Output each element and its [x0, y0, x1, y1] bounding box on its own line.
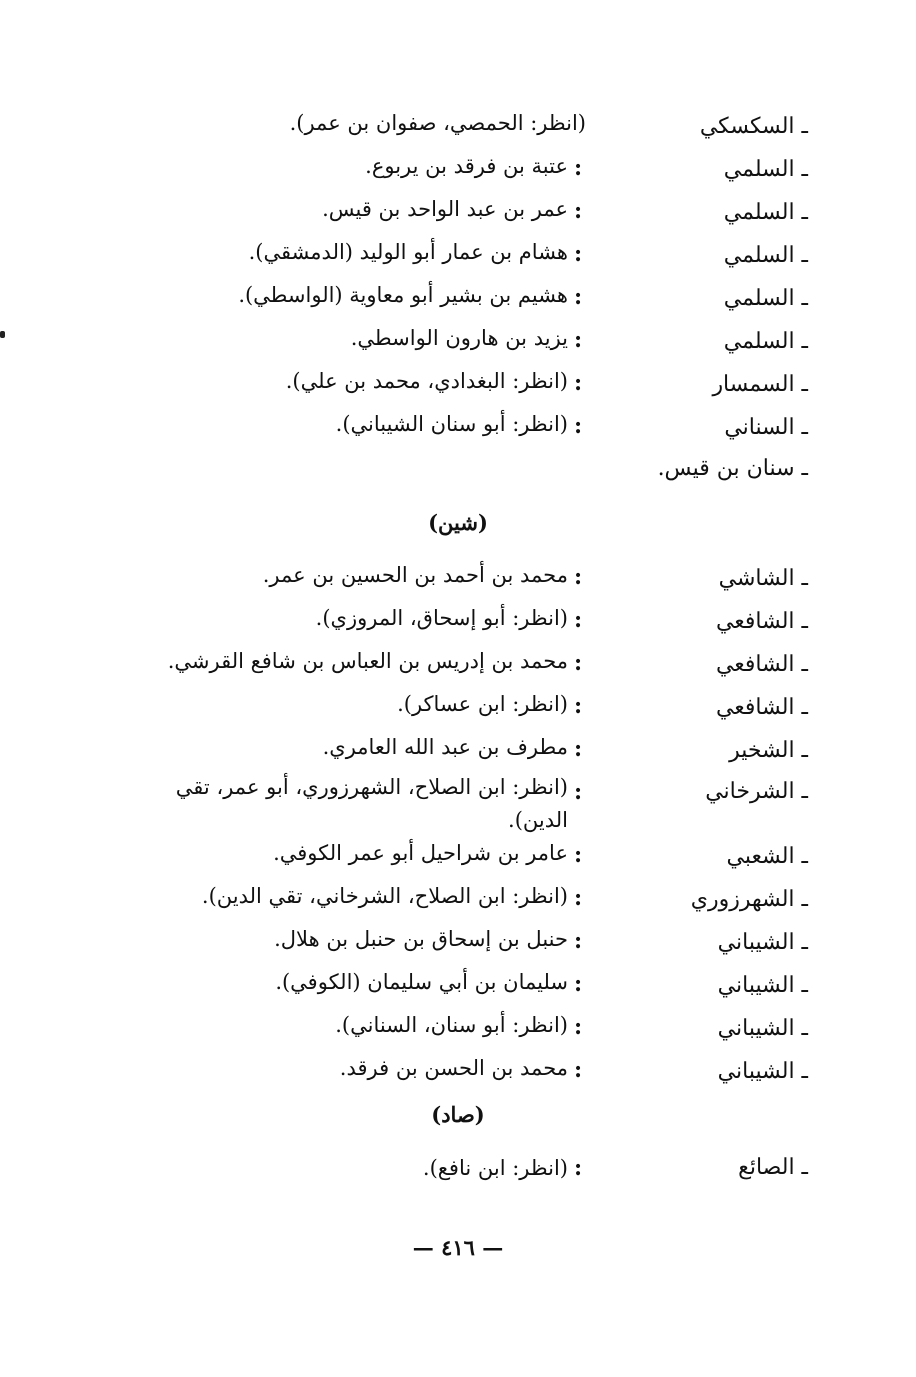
entry-value: (انظر: الحمصي، صفوان بن عمر).: [289, 111, 586, 135]
entry-separator: :: [574, 155, 583, 181]
entry-separator: :: [574, 241, 583, 267]
index-entry: [0, 198, 916, 238]
entry-separator: :: [574, 1014, 583, 1040]
entry-value: (انظر: ابن الصلاح، الشرخاني، تقي الدين).: [201, 884, 568, 908]
entry-term: ـ الشرخاني: [705, 779, 808, 804]
section-heading: (شين): [428, 510, 488, 535]
entry-term: ـ الشعبي: [726, 844, 808, 869]
index-entry: [0, 370, 916, 410]
entry-value: (انظر: أبو إسحاق، المروزي).: [315, 606, 568, 630]
index-entry: [0, 736, 916, 776]
entry-term: ـ السكسكي: [699, 114, 808, 139]
entry-term: ـ السناني: [724, 415, 808, 440]
entry-value: عمر بن عبد الواحد بن قيس.: [322, 197, 568, 221]
entry-term: ـ الشيباني: [717, 930, 808, 955]
entry-term: ـ السلمي: [723, 329, 808, 354]
entry-separator: :: [574, 284, 583, 310]
index-entry: [0, 885, 916, 925]
section-heading: (صاد): [431, 1102, 485, 1127]
entry-value: هشام بن عمار أبو الوليد (الدمشقي).: [248, 240, 568, 264]
entry-separator: :: [574, 779, 583, 805]
index-entry: [0, 775, 916, 841]
entry-term: ـ الشيباني: [717, 973, 808, 998]
index-entry: [0, 112, 916, 152]
entry-term: ـ الشيباني: [717, 1059, 808, 1084]
index-entry: [0, 1155, 916, 1195]
entry-value: (انظر: ابن الصلاح، الشهرزوري، أبو عمر، تقي الدين).: [175, 775, 568, 832]
entry-separator: :: [574, 971, 583, 997]
entry-value: محمد بن أحمد بن الحسين بن عمر.: [262, 563, 568, 587]
index-entry: [0, 241, 916, 281]
entry-separator: :: [574, 327, 583, 353]
entry-separator: :: [574, 607, 583, 633]
entry-term: ـ الصائع: [738, 1155, 808, 1180]
entry-value: يزيد بن هارون الواسطي.: [350, 326, 568, 350]
entry-separator: :: [574, 413, 583, 439]
entry-term: ـ الشافعي: [715, 609, 808, 634]
index-entry: [0, 1057, 916, 1097]
entry-term: ـ الشافعي: [715, 695, 808, 720]
index-entry: [0, 327, 916, 367]
entry-value: محمد بن الحسن بن فرقد.: [339, 1056, 568, 1080]
entry-term: ـ السلمي: [723, 200, 808, 225]
entry-value: محمد بن إدريس بن العباس بن شافع القرشي.: [167, 649, 568, 673]
index-entry: [0, 607, 916, 647]
entry-value: (انظر: ابن نافع).: [422, 1156, 568, 1180]
entry-term: ـ السلمي: [723, 286, 808, 311]
entry-separator: :: [574, 564, 583, 590]
entry-separator: :: [574, 1057, 583, 1083]
index-entry: [0, 842, 916, 882]
index-entry: [0, 650, 916, 690]
index-entry: [0, 693, 916, 733]
entry-separator: :: [574, 736, 583, 762]
entry-separator: :: [574, 1155, 583, 1181]
entry-term: ـ السلمي: [723, 243, 808, 268]
entry-separator: :: [574, 693, 583, 719]
entry-value: (انظر: أبو سنان الشيباني).: [335, 412, 568, 436]
entry-term: ـ السلمي: [723, 157, 808, 182]
entry-term: ـ الشخير: [729, 738, 808, 763]
index-entry: [0, 1014, 916, 1054]
entry-value: عامر بن شراحيل أبو عمر الكوفي.: [273, 841, 568, 865]
index-entry: [0, 284, 916, 324]
entry-value: (انظر: البغدادي، محمد بن علي).: [285, 369, 568, 393]
entry-term: ـ سنان بن قيس.: [657, 456, 808, 481]
entry-term: ـ السمسار: [712, 372, 808, 397]
entry-value: حنبل بن إسحاق بن حنبل بن هلال.: [274, 927, 568, 951]
entry-separator: :: [574, 842, 583, 868]
entry-separator: :: [574, 650, 583, 676]
index-entry: [0, 155, 916, 195]
entry-term: ـ الشاشي: [718, 566, 808, 591]
entry-term: ـ الشافعي: [715, 652, 808, 677]
entry-term: ـ الشيباني: [717, 1016, 808, 1041]
index-entry: [0, 971, 916, 1011]
entry-value: هشيم بن بشير أبو معاوية (الواسطي).: [238, 283, 568, 307]
entry-value: سليمان بن أبي سليمان (الكوفي).: [275, 970, 568, 994]
entry-term: ـ الشهرزوري: [690, 887, 808, 912]
page-number: — ٤١٦ —: [412, 1235, 504, 1260]
entry-value: مطرف بن عبد الله العامري.: [322, 735, 568, 759]
index-entry: [0, 928, 916, 968]
index-entry: [0, 413, 916, 453]
index-entry: [0, 564, 916, 604]
entry-separator: :: [574, 928, 583, 954]
index-entry: [0, 456, 916, 496]
entry-separator: :: [574, 370, 583, 396]
entry-separator: :: [574, 198, 583, 224]
entry-value: (انظر: ابن عساكر).: [397, 692, 568, 716]
entry-separator: :: [574, 885, 583, 911]
entry-value: (انظر: أبو سنان، السناني).: [335, 1013, 568, 1037]
entry-value: عتبة بن فرقد بن يربوع.: [365, 154, 568, 178]
